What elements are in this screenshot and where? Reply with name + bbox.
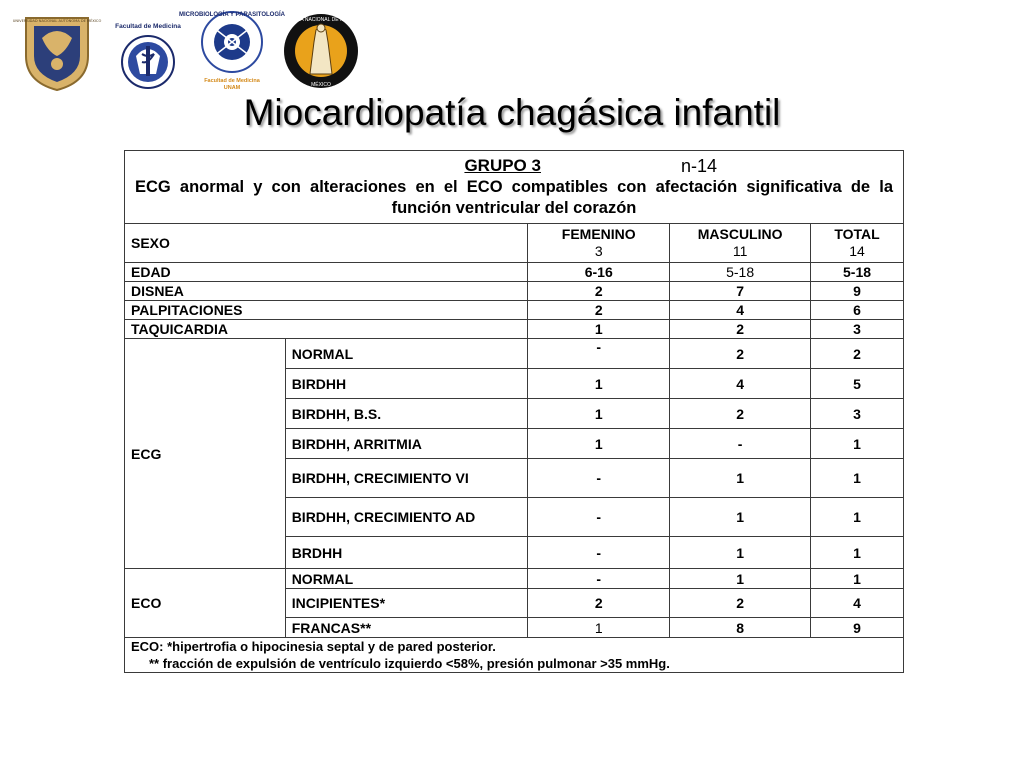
group-label: GRUPO 3 [464, 156, 541, 175]
table-row-palpitaciones [125, 301, 904, 320]
academia-nacional-logo [277, 12, 365, 90]
row-label: FRANCAS** [285, 618, 528, 638]
total-header [811, 224, 904, 263]
facultad-medicina-logo [114, 18, 182, 94]
total-n: 14 [849, 243, 865, 259]
slide-title: Miocardiopatía chagásica infantil [243, 92, 781, 133]
cell-femenino: - [528, 537, 670, 569]
row-label: BIRDHH, CRECIMIENTO VI [285, 459, 528, 498]
unam-shield-logo [12, 12, 102, 92]
group-n-value: 14 [696, 156, 718, 176]
cell-femenino: 1 [528, 399, 670, 429]
masculino-header [670, 224, 811, 263]
cell-masculino: - [670, 429, 811, 459]
cell-masculino: 2 [670, 589, 811, 618]
cell-femenino: - [528, 498, 670, 537]
cell-total: 1 [811, 498, 904, 537]
cell-femenino: 1 [528, 429, 670, 459]
cell-masculino: 7 [670, 282, 811, 301]
group-n [681, 155, 717, 177]
cell-femenino: - [528, 569, 670, 589]
cell-total: 1 [811, 459, 904, 498]
row-label: NORMAL [285, 339, 528, 369]
group-description: ECG anormal y con alteraciones en el ECO compatibles con afectación significativa de la función ventricular del corazón [135, 178, 893, 217]
unam-shield-logo-text: UNIVERSIDAD NACIONAL AUTÓNOMA DE MÉXICO [12, 19, 102, 23]
cell-masculino: 1 [670, 459, 811, 498]
row-label: BIRDHH, CRECIMIENTO AD [285, 498, 528, 537]
row-label: PALPITACIONES [125, 301, 528, 320]
masculino-n: 11 [732, 243, 748, 259]
microbiologia-logo-text: MICROBIOLOGÍA Y PARASITOLOGÍA [178, 12, 286, 18]
masculino-label: MASCULINO [697, 226, 783, 242]
note-line-1: ECO: *hipertrofia o hipocinesia septal y de pared posterior. [131, 639, 496, 654]
row-label: NORMAL [285, 569, 528, 589]
cell-total: 6 [811, 301, 904, 320]
group-heading [131, 155, 897, 177]
row-label: BIRDHH, B.S. [285, 399, 528, 429]
ecg-group-label: ECG [125, 339, 286, 569]
table-row-disnea [125, 282, 904, 301]
row-label: INCIPIENTES* [285, 589, 528, 618]
microbiologia-logo [178, 8, 286, 92]
row-label: TAQUICARDIA [125, 320, 528, 339]
cell-femenino: 1 [528, 618, 670, 638]
notes-cell [125, 638, 904, 673]
cell-femenino: 1 [528, 320, 670, 339]
cell-masculino: 1 [670, 498, 811, 537]
data-table [124, 150, 904, 673]
cell-total: 5-18 [811, 263, 904, 282]
sexo-row [125, 224, 904, 263]
cell-masculino: 1 [670, 569, 811, 589]
table-row-taquicardia [125, 320, 904, 339]
group-n-prefix: n- [680, 156, 697, 176]
cell-femenino: 2 [528, 589, 670, 618]
cell-femenino: - [528, 339, 670, 369]
cell-femenino: 2 [528, 282, 670, 301]
cell-total: 3 [811, 399, 904, 429]
total-label: TOTAL [834, 226, 880, 242]
cell-masculino: 1 [670, 537, 811, 569]
cell-total: 2 [811, 339, 904, 369]
cell-masculino: 8 [670, 618, 811, 638]
cell-masculino: 4 [670, 301, 811, 320]
sexo-label: SEXO [125, 224, 528, 263]
microbiologia-logo-sub1: Facultad de Medicina [204, 78, 260, 84]
eco-group-label: ECO [125, 569, 286, 638]
cell-total: 1 [811, 429, 904, 459]
femenino-label: FEMENINO [561, 226, 636, 242]
femenino-n: 3 [594, 243, 603, 259]
femenino-header [528, 224, 670, 263]
table-header-cell [125, 151, 904, 224]
cell-femenino: 6-16 [528, 263, 670, 282]
cell-masculino: 4 [670, 369, 811, 399]
academia-nacional-logo-sub: MÉXICO [311, 82, 331, 88]
cell-total: 1 [811, 537, 904, 569]
cell-total: 4 [811, 589, 904, 618]
row-label: BIRDHH [285, 369, 528, 399]
table-header-row [125, 151, 904, 224]
cell-total: 1 [811, 569, 904, 589]
cell-total: 9 [811, 618, 904, 638]
cell-total: 9 [811, 282, 904, 301]
microbiologia-logo-sub2: UNAM [223, 85, 241, 91]
cell-femenino: 1 [528, 369, 670, 399]
row-label: BRDHH [285, 537, 528, 569]
cell-masculino: 2 [670, 339, 811, 369]
cell-femenino: - [528, 459, 670, 498]
academia-nacional-logo-text: ACADEMIA NACIONAL DE MEDICINA [277, 17, 365, 23]
row-label: EDAD [125, 263, 528, 282]
notes-row [125, 638, 904, 673]
facultad-medicina-logo-text: Facultad de Medicina [115, 23, 181, 30]
cell-total: 3 [811, 320, 904, 339]
cell-masculino: 5-18 [670, 263, 811, 282]
row-label: BIRDHH, ARRITMIA [285, 429, 528, 459]
cell-masculino: 2 [670, 399, 811, 429]
cell-femenino: 2 [528, 301, 670, 320]
table-row-ecg-normal [125, 339, 904, 369]
note-line-2: ** fracción de expulsión de ventrículo izquierdo <58%, presión pulmonar >35 mmHg. [149, 656, 670, 671]
cell-masculino: 2 [670, 320, 811, 339]
row-label: DISNEA [125, 282, 528, 301]
cell-total: 5 [811, 369, 904, 399]
table-row-eco-normal [125, 569, 904, 589]
table-row-edad [125, 263, 904, 282]
